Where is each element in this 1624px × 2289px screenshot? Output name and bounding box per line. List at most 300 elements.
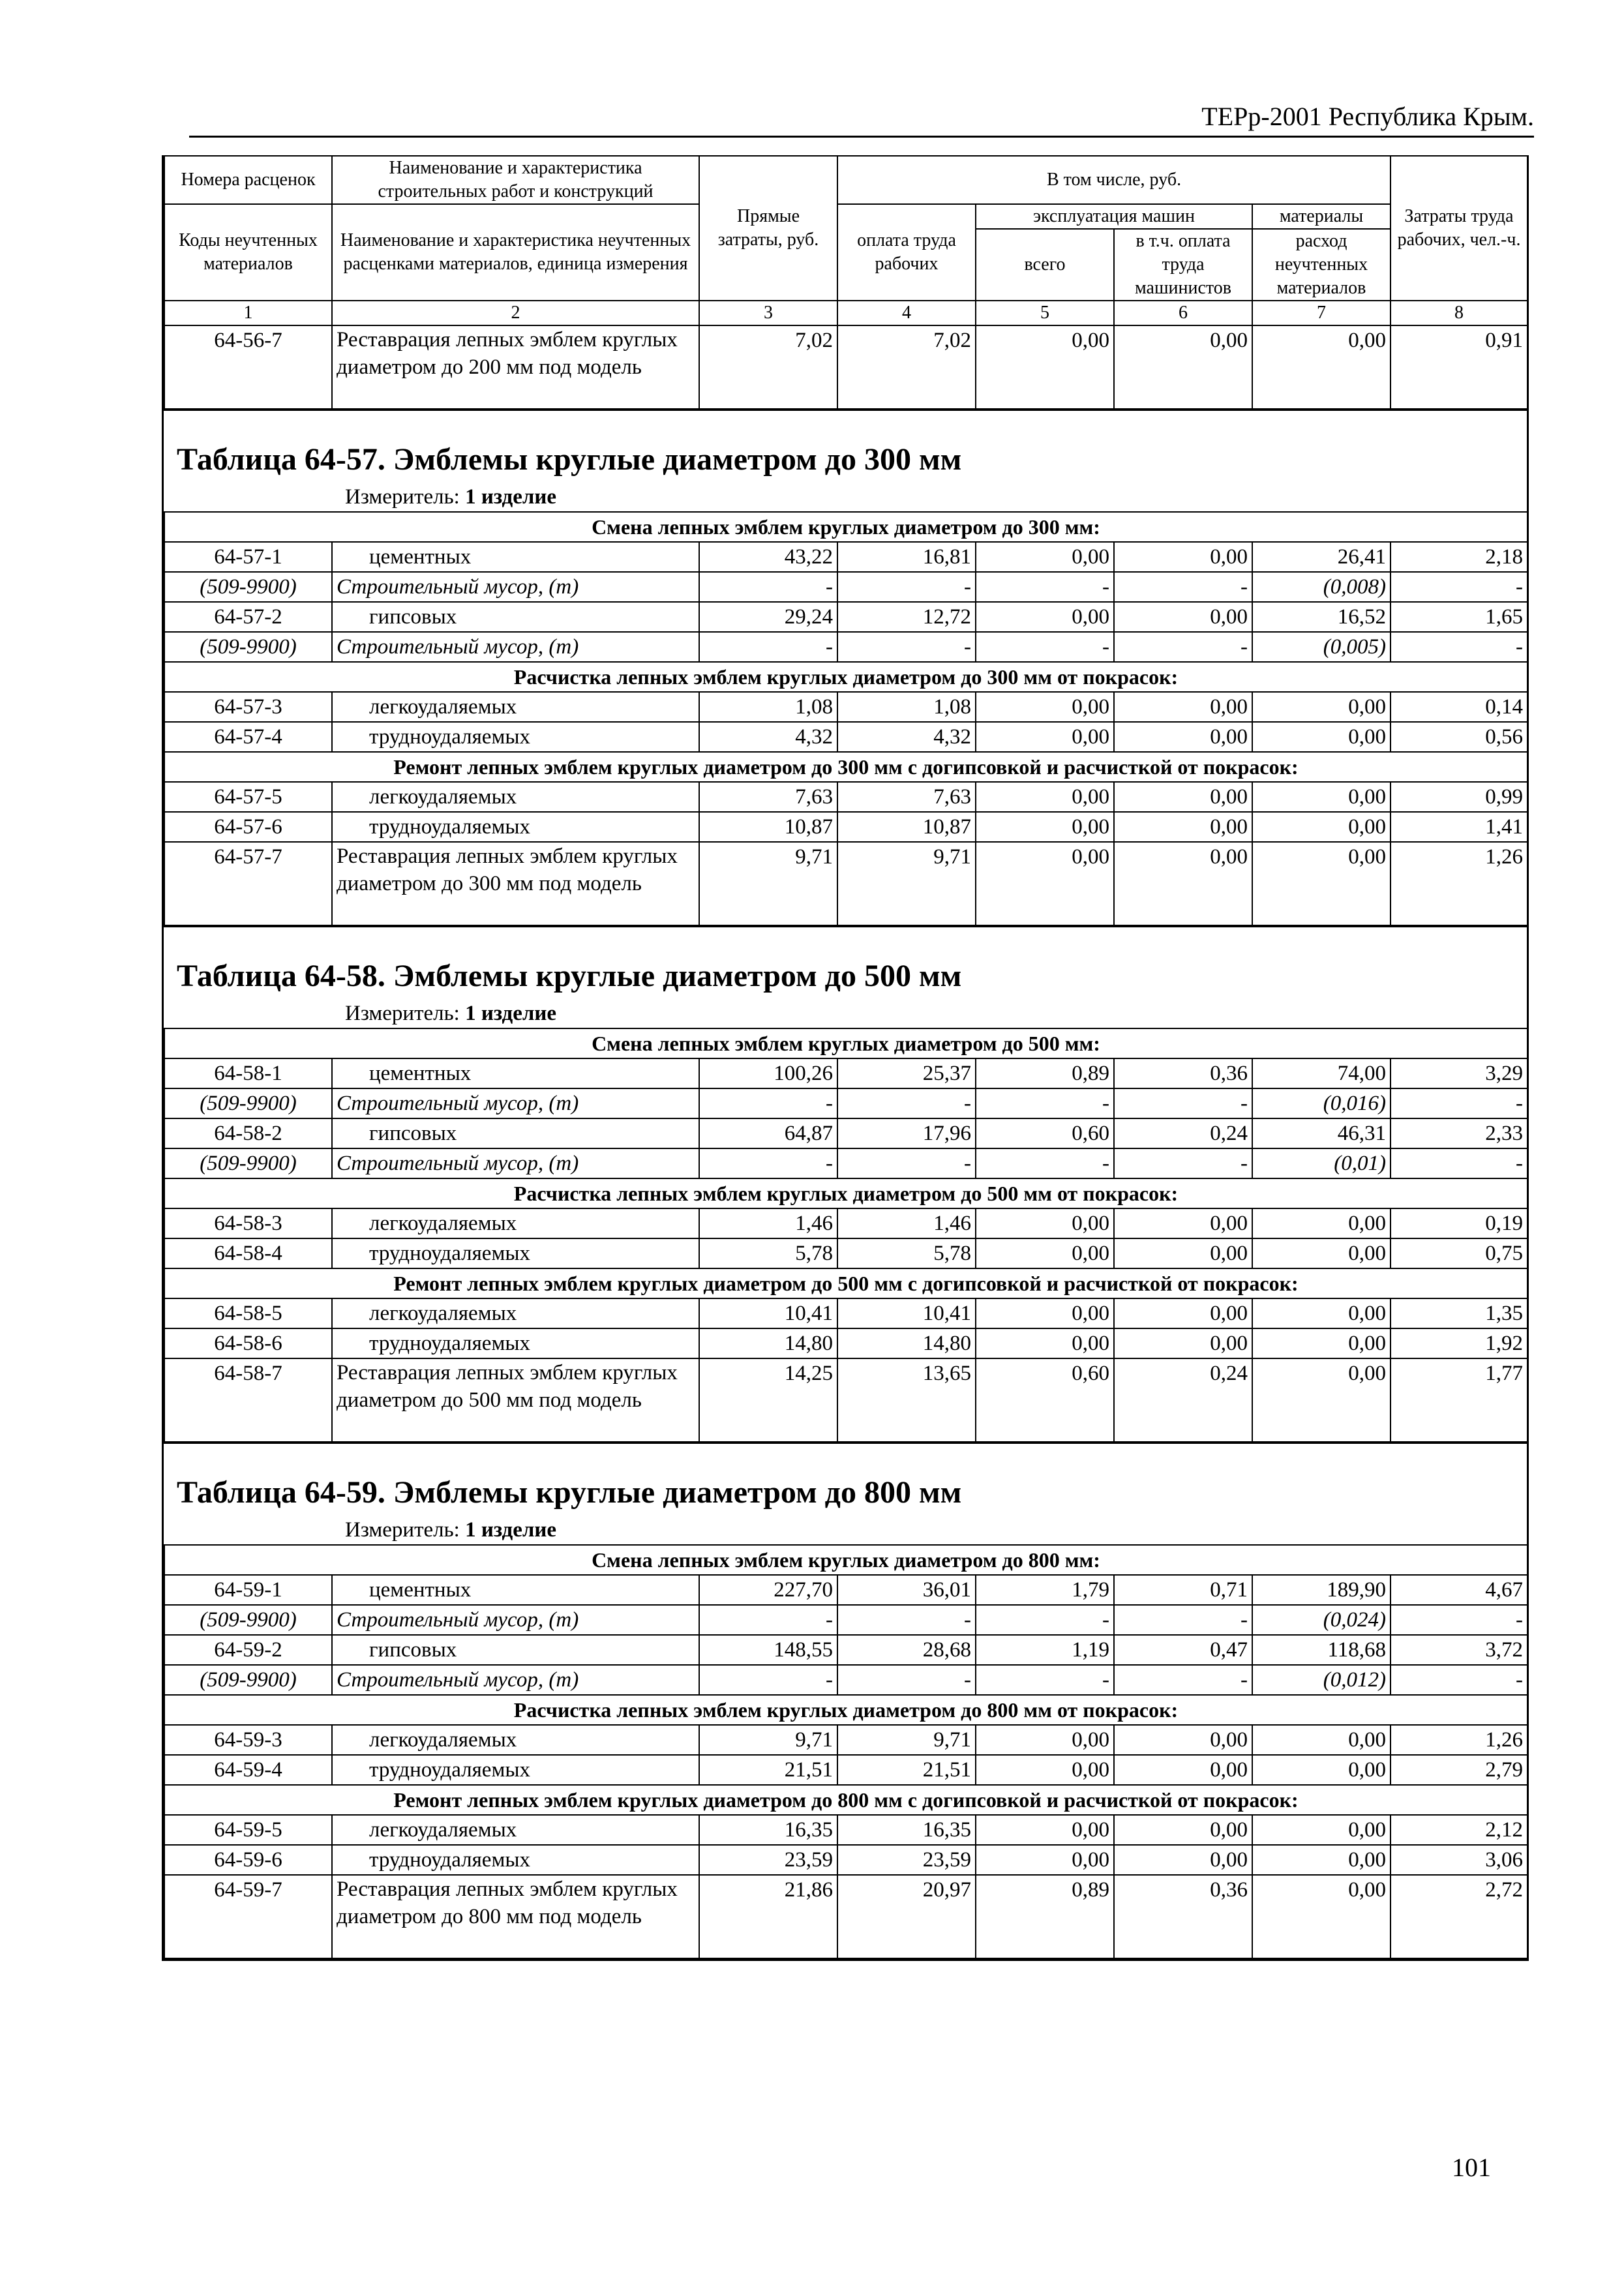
- table-title: Таблица 64-59. Эмблемы круглые диаметром до 800 мм: [177, 1475, 962, 1510]
- machines-total-cell: -: [976, 1665, 1114, 1695]
- labor-costs-cell: 4,67: [1391, 1575, 1527, 1605]
- labor-costs-cell: 1,41: [1391, 812, 1527, 842]
- labor-costs-cell: 0,99: [1391, 782, 1527, 812]
- labor-costs-cell: -: [1391, 1088, 1527, 1118]
- group-row: [164, 1785, 1527, 1815]
- page-number: 101: [1452, 2153, 1491, 2182]
- table-row: [164, 1058, 1527, 1088]
- worker-pay-cell: -: [837, 572, 976, 602]
- material-usage-cell: 46,31: [1252, 1118, 1391, 1148]
- material-code: (509-9900): [164, 1665, 332, 1695]
- measure-label: Измеритель:: [345, 485, 460, 509]
- worker-pay-cell: -: [837, 1088, 976, 1118]
- rate-table: [164, 1028, 1528, 1443]
- worker-pay-cell: 16,35: [837, 1815, 976, 1845]
- group-row: [164, 1695, 1527, 1725]
- worker-pay-cell: -: [837, 1148, 976, 1178]
- worker-pay-cell: 23,59: [837, 1845, 976, 1875]
- rate-table: [164, 511, 1528, 926]
- rate-name: трудноудаляемых: [332, 1328, 699, 1358]
- rate-name: легкоудаляемых: [332, 692, 699, 722]
- material-usage-cell: (0,024): [1252, 1605, 1391, 1635]
- worker-pay-cell: 16,81: [837, 542, 976, 572]
- machinist-pay-cell: 0,00: [1114, 1328, 1252, 1358]
- material-usage-cell: 0,00: [1252, 1725, 1391, 1755]
- labor-costs-cell: 3,06: [1391, 1845, 1527, 1875]
- direct-costs-cell: 23,59: [699, 1845, 837, 1875]
- rate-code: 64-59-4: [164, 1755, 332, 1785]
- material-usage-cell: 0,00: [1252, 782, 1391, 812]
- labor-costs-cell: 0,75: [1391, 1238, 1527, 1268]
- material-name: Строительный мусор, (т): [332, 572, 699, 602]
- labor-costs-cell: -: [1391, 632, 1527, 662]
- machinist-pay-cell: 0,00: [1114, 1238, 1252, 1268]
- machines-total-cell: 0,00: [976, 1208, 1114, 1238]
- measure-value: 1 изделие: [465, 1002, 557, 1025]
- table-row: [164, 1815, 1527, 1845]
- rate-name: цементных: [332, 1575, 699, 1605]
- labor-costs-cell: 1,26: [1391, 842, 1527, 925]
- machinist-pay-cell: 0,00: [1114, 1845, 1252, 1875]
- group-title: Расчистка лепных эмблем круглых диаметром до 500 мм от покрасок:: [164, 1178, 1527, 1208]
- machines-total-cell: -: [976, 572, 1114, 602]
- machines-total-cell: 0,00: [976, 782, 1114, 812]
- rate-code: 64-57-3: [164, 692, 332, 722]
- rate-name: цементных: [332, 1058, 699, 1088]
- material-row: [164, 1665, 1527, 1695]
- col-header-materials: материалы: [1252, 204, 1391, 229]
- rate-name: гипсовых: [332, 1118, 699, 1148]
- table-title: Таблица 64-57. Эмблемы круглые диаметром до 300 мм: [177, 442, 962, 477]
- group-row: [164, 752, 1527, 782]
- table-row: [164, 1358, 1527, 1442]
- direct-costs-cell: 148,55: [699, 1635, 837, 1665]
- measure-label: Измеритель:: [345, 1518, 460, 1542]
- worker-pay-cell: 7,63: [837, 782, 976, 812]
- table-title: Таблица 64-58. Эмблемы круглые диаметром до 500 мм: [177, 959, 962, 993]
- worker-pay-cell: -: [837, 1605, 976, 1635]
- table-row: [164, 1298, 1527, 1328]
- table-row: [164, 812, 1527, 842]
- labor-costs-cell: 0,19: [1391, 1208, 1527, 1238]
- worker-pay-cell: 20,97: [837, 1875, 976, 1958]
- col-header-labor-costs: Затраты труда рабочих, чел.-ч.: [1391, 156, 1527, 301]
- col-header-material-codes: Коды неучтенных материалов: [164, 204, 332, 301]
- direct-costs-cell: -: [699, 1148, 837, 1178]
- column-number-row: [164, 301, 1527, 325]
- direct-costs-cell: 1,46: [699, 1208, 837, 1238]
- labor-costs-cell: 3,29: [1391, 1058, 1527, 1088]
- rate-code: 64-58-3: [164, 1208, 332, 1238]
- material-usage-cell: (0,01): [1252, 1148, 1391, 1178]
- material-usage-cell: 0,00: [1252, 1208, 1391, 1238]
- direct-costs-cell: 29,24: [699, 602, 837, 632]
- direct-costs-cell: 7,02: [699, 325, 837, 409]
- table-row: [164, 1845, 1527, 1875]
- rate-name: Реставрация лепных эмблем круглых диаметром до 300 мм под модель: [332, 842, 699, 925]
- labor-costs-cell: 3,72: [1391, 1635, 1527, 1665]
- rate-code: 64-59-1: [164, 1575, 332, 1605]
- labor-costs-cell: 0,91: [1391, 325, 1527, 409]
- material-row: [164, 632, 1527, 662]
- rates-document: [162, 155, 1529, 1961]
- material-usage-cell: 0,00: [1252, 1755, 1391, 1785]
- col-header-work-name: Наименование и характеристика строительных работ и конструкций: [332, 156, 699, 204]
- machinist-pay-cell: 0,24: [1114, 1358, 1252, 1442]
- worker-pay-cell: 13,65: [837, 1358, 976, 1442]
- labor-costs-cell: 1,92: [1391, 1328, 1527, 1358]
- worker-pay-cell: 9,71: [837, 842, 976, 925]
- machinist-pay-cell: 0,71: [1114, 1575, 1252, 1605]
- material-row: [164, 572, 1527, 602]
- material-usage-cell: (0,005): [1252, 632, 1391, 662]
- labor-costs-cell: 0,56: [1391, 722, 1527, 752]
- material-usage-cell: (0,012): [1252, 1665, 1391, 1695]
- column-number: 5: [976, 301, 1114, 325]
- col-header-rate-numbers: Номера расценок: [164, 156, 332, 204]
- direct-costs-cell: 21,86: [699, 1875, 837, 1958]
- table-row: [164, 842, 1527, 925]
- material-usage-cell: 0,00: [1252, 692, 1391, 722]
- rate-name: гипсовых: [332, 602, 699, 632]
- direct-costs-cell: 10,87: [699, 812, 837, 842]
- material-usage-cell: 0,00: [1252, 812, 1391, 842]
- rate-name: гипсовых: [332, 1635, 699, 1665]
- group-row: [164, 1545, 1527, 1575]
- table-row: [164, 722, 1527, 752]
- column-number: 6: [1114, 301, 1252, 325]
- material-name: Строительный мусор, (т): [332, 632, 699, 662]
- labor-costs-cell: 2,33: [1391, 1118, 1527, 1148]
- labor-costs-cell: 1,35: [1391, 1298, 1527, 1328]
- labor-costs-cell: 0,14: [1391, 692, 1527, 722]
- direct-costs-cell: 4,32: [699, 722, 837, 752]
- rate-code: 64-59-7: [164, 1875, 332, 1958]
- measure-label: Измеритель:: [345, 1002, 460, 1025]
- machines-total-cell: 0,00: [976, 1815, 1114, 1845]
- material-usage-cell: 0,00: [1252, 1238, 1391, 1268]
- machines-total-cell: 0,00: [976, 812, 1114, 842]
- worker-pay-cell: -: [837, 632, 976, 662]
- machines-total-cell: 0,00: [976, 1328, 1114, 1358]
- worker-pay-cell: 25,37: [837, 1058, 976, 1088]
- material-code: (509-9900): [164, 1088, 332, 1118]
- rate-table-section: [164, 1443, 1527, 1959]
- material-usage-cell: 0,00: [1252, 1875, 1391, 1958]
- machinist-pay-cell: -: [1114, 1605, 1252, 1635]
- machinist-pay-cell: 0,00: [1114, 325, 1252, 409]
- machinist-pay-cell: 0,00: [1114, 1755, 1252, 1785]
- direct-costs-cell: -: [699, 572, 837, 602]
- col-header-material-usage: расход неучтенных материалов: [1252, 229, 1391, 301]
- table-row: [164, 1755, 1527, 1785]
- group-row: [164, 1178, 1527, 1208]
- machinist-pay-cell: 0,00: [1114, 542, 1252, 572]
- material-usage-cell: 0,00: [1252, 1298, 1391, 1328]
- col-header-machines-total: всего: [976, 229, 1114, 301]
- direct-costs-cell: 16,35: [699, 1815, 837, 1845]
- measure-line: [164, 483, 1527, 511]
- material-code: (509-9900): [164, 1148, 332, 1178]
- rate-name: легкоудаляемых: [332, 782, 699, 812]
- rate-code: 64-58-7: [164, 1358, 332, 1442]
- direct-costs-cell: 10,41: [699, 1298, 837, 1328]
- measure-value: 1 изделие: [465, 1518, 557, 1542]
- direct-costs-cell: 5,78: [699, 1238, 837, 1268]
- labor-costs-cell: -: [1391, 1605, 1527, 1635]
- machines-total-cell: -: [976, 1605, 1114, 1635]
- direct-costs-cell: 9,71: [699, 842, 837, 925]
- machinist-pay-cell: 0,00: [1114, 842, 1252, 925]
- machines-total-cell: 0,00: [976, 325, 1114, 409]
- machinist-pay-cell: 0,00: [1114, 812, 1252, 842]
- machines-total-cell: 0,00: [976, 1238, 1114, 1268]
- rate-code: 64-57-2: [164, 602, 332, 632]
- group-title: Ремонт лепных эмблем круглых диаметром до 800 мм с догипсовкой и расчисткой от покрасок:: [164, 1785, 1527, 1815]
- machines-total-cell: 0,00: [976, 1725, 1114, 1755]
- group-row: [164, 1028, 1527, 1058]
- machinist-pay-cell: 0,00: [1114, 602, 1252, 632]
- material-usage-cell: 0,00: [1252, 1815, 1391, 1845]
- worker-pay-cell: 7,02: [837, 325, 976, 409]
- rate-name: легкоудаляемых: [332, 1815, 699, 1845]
- material-code: (509-9900): [164, 1605, 332, 1635]
- machines-total-cell: 0,60: [976, 1358, 1114, 1442]
- machinist-pay-cell: 0,00: [1114, 782, 1252, 812]
- table-row: [164, 1118, 1527, 1148]
- direct-costs-cell: 227,70: [699, 1575, 837, 1605]
- rate-code: 64-57-6: [164, 812, 332, 842]
- machinist-pay-cell: 0,36: [1114, 1875, 1252, 1958]
- worker-pay-cell: 12,72: [837, 602, 976, 632]
- column-number: 3: [699, 301, 837, 325]
- machines-total-cell: 0,00: [976, 602, 1114, 632]
- group-title: Ремонт лепных эмблем круглых диаметром до 300 мм с догипсовкой и расчисткой от покрасок:: [164, 752, 1527, 782]
- machines-total-cell: -: [976, 632, 1114, 662]
- machines-total-cell: -: [976, 1088, 1114, 1118]
- direct-costs-cell: 9,71: [699, 1725, 837, 1755]
- column-number: 4: [837, 301, 976, 325]
- machinist-pay-cell: -: [1114, 1148, 1252, 1178]
- rate-code: 64-59-6: [164, 1845, 332, 1875]
- direct-costs-cell: -: [699, 1665, 837, 1695]
- labor-costs-cell: 1,26: [1391, 1725, 1527, 1755]
- worker-pay-cell: 10,41: [837, 1298, 976, 1328]
- table-row: [164, 692, 1527, 722]
- direct-costs-cell: 64,87: [699, 1118, 837, 1148]
- material-row: [164, 1605, 1527, 1635]
- rate-code: 64-59-5: [164, 1815, 332, 1845]
- measure-value: 1 изделие: [465, 485, 557, 509]
- table-row: [164, 1725, 1527, 1755]
- material-usage-cell: 0,00: [1252, 842, 1391, 925]
- rate-code: 64-58-6: [164, 1328, 332, 1358]
- machines-total-cell: 0,00: [976, 842, 1114, 925]
- machinist-pay-cell: 0,00: [1114, 1298, 1252, 1328]
- labor-costs-cell: 2,18: [1391, 542, 1527, 572]
- labor-costs-cell: -: [1391, 1665, 1527, 1695]
- worker-pay-cell: 10,87: [837, 812, 976, 842]
- worker-pay-cell: 4,32: [837, 722, 976, 752]
- material-usage-cell: 189,90: [1252, 1575, 1391, 1605]
- rate-code: 64-57-5: [164, 782, 332, 812]
- machines-total-cell: 0,89: [976, 1875, 1114, 1958]
- machinist-pay-cell: 0,00: [1114, 1208, 1252, 1238]
- machinist-pay-cell: 0,00: [1114, 692, 1252, 722]
- group-title: Смена лепных эмблем круглых диаметром до 500 мм:: [164, 1028, 1527, 1058]
- measure-line: [164, 1516, 1527, 1544]
- group-title: Ремонт лепных эмблем круглых диаметром до 500 мм с догипсовкой и расчисткой от покрасок:: [164, 1268, 1527, 1298]
- worker-pay-cell: 28,68: [837, 1635, 976, 1665]
- machines-total-cell: 0,00: [976, 722, 1114, 752]
- table-row: [164, 1208, 1527, 1238]
- rate-name: Реставрация лепных эмблем круглых диаметром до 200 мм под модель: [332, 325, 699, 409]
- page-header: [189, 98, 1534, 138]
- rate-name: Реставрация лепных эмблем круглых диаметром до 800 мм под модель: [332, 1875, 699, 1958]
- rate-table: [164, 1544, 1528, 1959]
- table-row: [164, 1635, 1527, 1665]
- direct-costs-cell: 21,51: [699, 1755, 837, 1785]
- material-row: [164, 1148, 1527, 1178]
- group-title: Расчистка лепных эмблем круглых диаметром до 800 мм от покрасок:: [164, 1695, 1527, 1725]
- machines-total-cell: -: [976, 1148, 1114, 1178]
- material-usage-cell: 0,00: [1252, 722, 1391, 752]
- machinist-pay-cell: 0,00: [1114, 1725, 1252, 1755]
- material-usage-cell: 0,00: [1252, 1845, 1391, 1875]
- machinist-pay-cell: -: [1114, 1088, 1252, 1118]
- table-row: [164, 1238, 1527, 1268]
- direct-costs-cell: -: [699, 1088, 837, 1118]
- worker-pay-cell: 1,46: [837, 1208, 976, 1238]
- labor-costs-cell: 2,79: [1391, 1755, 1527, 1785]
- direct-costs-cell: 1,08: [699, 692, 837, 722]
- machinist-pay-cell: 0,47: [1114, 1635, 1252, 1665]
- rate-name: трудноудаляемых: [332, 1755, 699, 1785]
- rate-name: легкоудаляемых: [332, 1208, 699, 1238]
- rate-name: легкоудаляемых: [332, 1298, 699, 1328]
- direct-costs-cell: -: [699, 1605, 837, 1635]
- group-title: Смена лепных эмблем круглых диаметром до 800 мм:: [164, 1545, 1527, 1575]
- material-usage-cell: 26,41: [1252, 542, 1391, 572]
- group-row: [164, 512, 1527, 542]
- table-row: [164, 1575, 1527, 1605]
- machines-total-cell: 1,79: [976, 1575, 1114, 1605]
- labor-costs-cell: 2,12: [1391, 1815, 1527, 1845]
- rate-name: трудноудаляемых: [332, 1238, 699, 1268]
- machines-total-cell: 1,19: [976, 1635, 1114, 1665]
- rate-name: легкоудаляемых: [332, 1725, 699, 1755]
- rate-code: 64-57-1: [164, 542, 332, 572]
- col-header-material-name: Наименование и характеристика неучтенных расценками материалов, единица измерения: [332, 204, 699, 301]
- rate-code: 64-56-7: [164, 325, 332, 409]
- labor-costs-cell: 2,72: [1391, 1875, 1527, 1958]
- rate-name: цементных: [332, 542, 699, 572]
- direct-costs-cell: 14,25: [699, 1358, 837, 1442]
- machines-total-cell: 0,00: [976, 542, 1114, 572]
- labor-costs-cell: 1,77: [1391, 1358, 1527, 1442]
- direct-costs-cell: -: [699, 632, 837, 662]
- worker-pay-cell: 5,78: [837, 1238, 976, 1268]
- material-name: Строительный мусор, (т): [332, 1088, 699, 1118]
- direct-costs-cell: 14,80: [699, 1328, 837, 1358]
- rate-name: трудноудаляемых: [332, 722, 699, 752]
- machinist-pay-cell: 0,36: [1114, 1058, 1252, 1088]
- rate-code: 64-59-3: [164, 1725, 332, 1755]
- page-header-title: ТЕРр-2001 Республика Крым.: [1201, 102, 1534, 131]
- col-header-worker-pay: оплата труда рабочих: [837, 204, 976, 301]
- material-row: [164, 1088, 1527, 1118]
- column-number: 8: [1391, 301, 1527, 325]
- worker-pay-cell: 9,71: [837, 1725, 976, 1755]
- rate-code: 64-58-2: [164, 1118, 332, 1148]
- material-usage-cell: 0,00: [1252, 1328, 1391, 1358]
- rate-name: трудноудаляемых: [332, 1845, 699, 1875]
- machinist-pay-cell: 0,00: [1114, 1815, 1252, 1845]
- table-row: [164, 782, 1527, 812]
- table-row: [164, 542, 1527, 572]
- labor-costs-cell: -: [1391, 1148, 1527, 1178]
- group-row: [164, 662, 1527, 692]
- col-header-direct-costs: Прямые затраты, руб.: [699, 156, 837, 301]
- col-header-machines: эксплуатация машин: [976, 204, 1252, 229]
- machinist-pay-cell: -: [1114, 572, 1252, 602]
- rate-tables: [164, 410, 1527, 1959]
- machines-total-cell: 0,89: [976, 1058, 1114, 1088]
- rate-name: Реставрация лепных эмблем круглых диаметром до 500 мм под модель: [332, 1358, 699, 1442]
- rate-code: 64-58-5: [164, 1298, 332, 1328]
- labor-costs-cell: 1,65: [1391, 602, 1527, 632]
- material-code: (509-9900): [164, 572, 332, 602]
- material-name: Строительный мусор, (т): [332, 1148, 699, 1178]
- rate-table-section: [164, 410, 1527, 926]
- worker-pay-cell: 21,51: [837, 1755, 976, 1785]
- rate-table-section: [164, 926, 1527, 1443]
- column-number: 2: [332, 301, 699, 325]
- worker-pay-cell: 14,80: [837, 1328, 976, 1358]
- machines-total-cell: 0,00: [976, 1755, 1114, 1785]
- column-number: 1: [164, 301, 332, 325]
- machinist-pay-cell: 0,00: [1114, 722, 1252, 752]
- material-name: Строительный мусор, (т): [332, 1665, 699, 1695]
- material-usage-cell: 118,68: [1252, 1635, 1391, 1665]
- machinist-pay-cell: 0,24: [1114, 1118, 1252, 1148]
- direct-costs-cell: 7,63: [699, 782, 837, 812]
- worker-pay-cell: -: [837, 1665, 976, 1695]
- direct-costs-cell: 43,22: [699, 542, 837, 572]
- rate-code: 64-58-4: [164, 1238, 332, 1268]
- labor-costs-cell: -: [1391, 572, 1527, 602]
- table-row: [164, 1875, 1527, 1958]
- group-row: [164, 1268, 1527, 1298]
- worker-pay-cell: 1,08: [837, 692, 976, 722]
- material-usage-cell: (0,016): [1252, 1088, 1391, 1118]
- material-usage-cell: 74,00: [1252, 1058, 1391, 1088]
- group-title: Расчистка лепных эмблем круглых диаметром до 300 мм от покрасок:: [164, 662, 1527, 692]
- machines-total-cell: 0,00: [976, 1845, 1114, 1875]
- col-header-including: В том числе, руб.: [837, 156, 1391, 204]
- material-usage-cell: 0,00: [1252, 1358, 1391, 1442]
- material-usage-cell: (0,008): [1252, 572, 1391, 602]
- rate-code: 64-57-4: [164, 722, 332, 752]
- machines-total-cell: 0,00: [976, 692, 1114, 722]
- rate-code: 64-57-7: [164, 842, 332, 925]
- group-title: Смена лепных эмблем круглых диаметром до 300 мм:: [164, 512, 1527, 542]
- measure-line: [164, 999, 1527, 1028]
- material-code: (509-9900): [164, 632, 332, 662]
- direct-costs-cell: 100,26: [699, 1058, 837, 1088]
- rate-code: 64-58-1: [164, 1058, 332, 1088]
- material-usage-cell: 0,00: [1252, 325, 1391, 409]
